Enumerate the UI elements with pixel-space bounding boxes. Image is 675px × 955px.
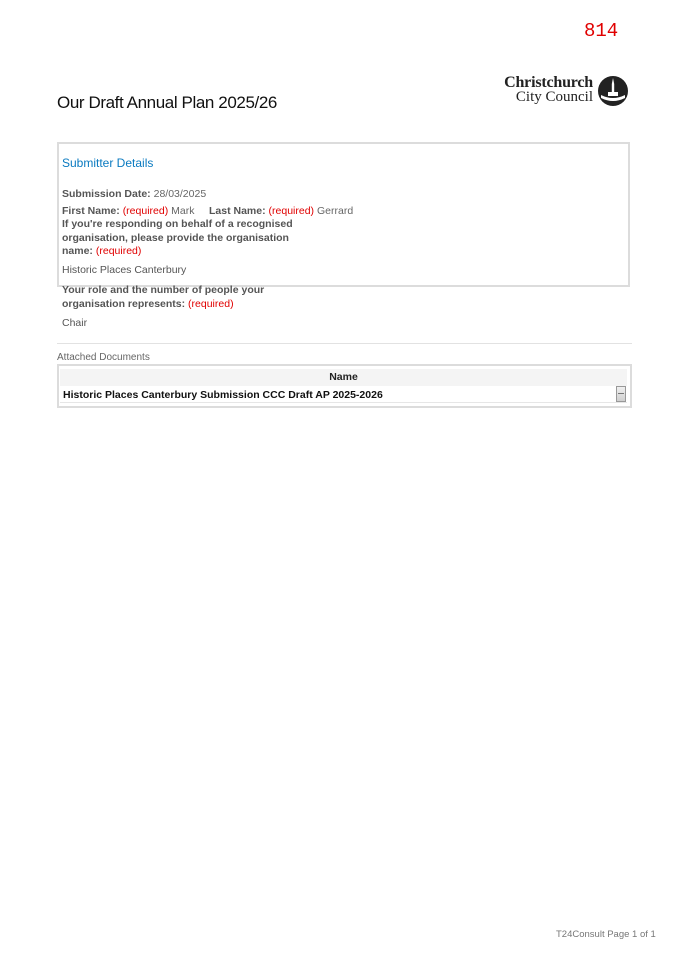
organisation-label-line-1: If you're responding on behalf of a recognised — [62, 218, 293, 230]
logo-line-1: Christchurch — [504, 74, 593, 91]
role-required: (required) — [188, 297, 234, 310]
section-divider — [57, 343, 632, 344]
organisation-required: (required) — [95, 245, 142, 257]
table-row[interactable]: Historic Places Canterbury Submission CCC Draft AP 2025-2026 — [60, 387, 627, 403]
role-label-line-1: Your role and the number of people your — [62, 284, 265, 296]
organisation-label-line-2: organisation, please provide the organisation — [62, 231, 289, 244]
submitter-details-heading: Submitter Details — [62, 156, 154, 170]
council-logo — [499, 75, 629, 107]
last-name-label: Last Name: — [209, 205, 266, 217]
row-scroll-handle[interactable] — [616, 386, 626, 402]
first-name-label: First Name: — [62, 205, 120, 217]
role-label-line-2: organisation represents: — [62, 297, 186, 310]
role-value: Chair — [62, 317, 88, 329]
organisation-label-line-3: name: — [62, 245, 93, 257]
organisation-question — [62, 218, 293, 259]
page-number: 814 — [584, 20, 619, 42]
submission-date-field — [62, 188, 206, 202]
organisation-name-value: Historic Places Canterbury — [62, 264, 187, 276]
first-name-field — [62, 205, 194, 219]
footer-page-info: T24Consult Page 1 of 1 — [556, 929, 656, 940]
submission-date-label: Submission Date: — [62, 188, 151, 200]
first-name-value: Mark — [171, 205, 195, 217]
last-name-value: Gerrard — [316, 205, 354, 217]
attached-documents-label: Attached Documents — [57, 352, 150, 363]
cathedral-logo-icon — [597, 75, 629, 107]
document-title: Our Draft Annual Plan 2025/26 — [57, 93, 277, 112]
table-header-name: Name — [60, 369, 627, 386]
last-name-required: (required) — [268, 205, 315, 217]
first-name-required: (required) — [122, 205, 169, 217]
logo-line-2: City Council — [515, 89, 593, 105]
last-name-field — [209, 205, 353, 219]
role-question — [62, 284, 264, 311]
submission-date-value: 28/03/2025 — [153, 188, 207, 200]
